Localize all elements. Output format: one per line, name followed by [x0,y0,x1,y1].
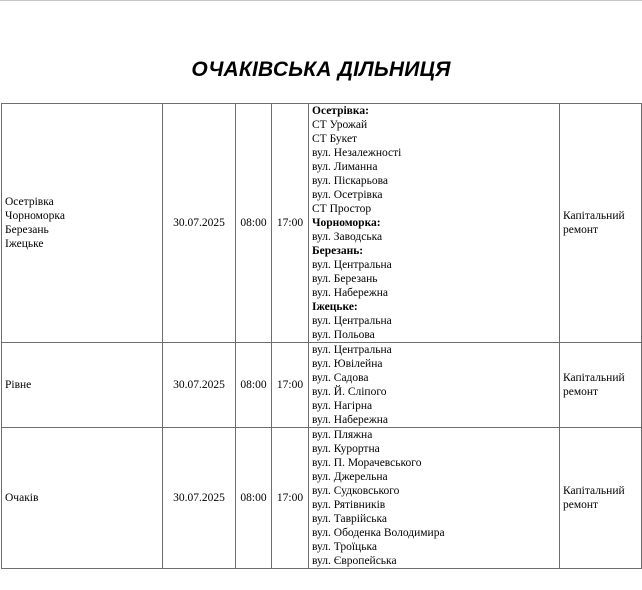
end-time-cell: 17:00 [272,428,309,569]
settlement-name: Рівне [5,379,32,391]
end-time-cell: 17:00 [272,104,309,343]
street-item: вул. Незалежності [312,147,402,159]
end-time-cell: 17:00 [272,343,309,428]
top-rule [0,0,642,1]
start-time-cell: 08:00 [236,104,272,343]
street-item: вул. Європейська [312,555,397,567]
street-item: вул. Набережна [312,287,389,299]
street-item: вул. Ободенка Володимира [312,527,445,539]
street-item: вул. Центральна [312,259,392,271]
street-item: вул. Піскарьова [312,175,389,187]
settlement-name: Чорноморка [5,210,65,222]
street-item: вул. Таврійська [312,513,388,525]
settlement-heading: Осетрівка: [312,105,369,117]
reason-cell [560,428,642,569]
reason-text: Капітальний [563,485,625,497]
settlements-cell [2,343,163,428]
street-item: вул. Троїцька [312,541,377,553]
page-title: ОЧАКІВСЬКА ДІЛЬНИЦЯ [191,58,451,81]
street-item: вул. Нагірна [312,400,373,412]
street-item: вул. Ювілейна [312,358,383,370]
settlement-name: Іжецьке [5,238,44,250]
street-item: вул. Осетрівка [312,189,383,201]
street-item: вул. Лиманна [312,161,378,173]
reason-text: ремонт [563,224,599,236]
street-item: вул. Пляжна [312,429,373,441]
reason-cell [560,104,642,343]
reason-text: ремонт [563,499,599,511]
street-item: вул. П. Морачевського [312,457,422,469]
street-item: вул. Судковського [312,485,400,497]
settlement-heading: Березань: [312,245,364,257]
street-item: вул. Набережна [312,414,389,426]
streets-cell [309,428,560,569]
settlements-cell [2,428,163,569]
street-item: вул. Березань [312,273,378,285]
street-item: вул. Центральна [312,344,392,356]
date-cell: 30.07.2025 [163,104,236,343]
street-item: СТ Простор [312,203,372,215]
street-item: вул. Джерельна [312,471,388,483]
settlement-name: Очаків [5,492,39,504]
settlement-name: Осетрівка [5,196,54,208]
streets-cell [309,104,560,343]
street-item: вул. Курортна [312,443,380,455]
street-item: вул. Рятівників [312,499,386,511]
start-time-cell: 08:00 [236,343,272,428]
reason-cell [560,343,642,428]
streets-cell [309,343,560,428]
settlement-heading: Чорноморка: [312,217,381,229]
date-cell: 30.07.2025 [163,428,236,569]
reason-text: ремонт [563,386,599,398]
outage-schedule-table [1,103,642,569]
table-row [2,343,642,428]
settlement-name: Березань [5,224,49,236]
table-row [2,104,642,343]
street-item: вул. Садова [312,372,369,384]
street-item: СТ Букет [312,133,358,145]
reason-text: Капітальний [563,372,625,384]
date-cell: 30.07.2025 [163,343,236,428]
street-item: вул. Заводська [312,231,383,243]
settlement-heading: Іжецьке: [312,301,358,313]
street-item: вул. Центральна [312,315,392,327]
street-item: СТ Урожай [312,119,368,131]
settlements-cell [2,104,163,343]
street-item: вул. Й. Сліпого [312,386,387,398]
table-row [2,428,642,569]
start-time-cell: 08:00 [236,428,272,569]
street-item: вул. Польова [312,329,375,341]
reason-text: Капітальний [563,210,625,222]
